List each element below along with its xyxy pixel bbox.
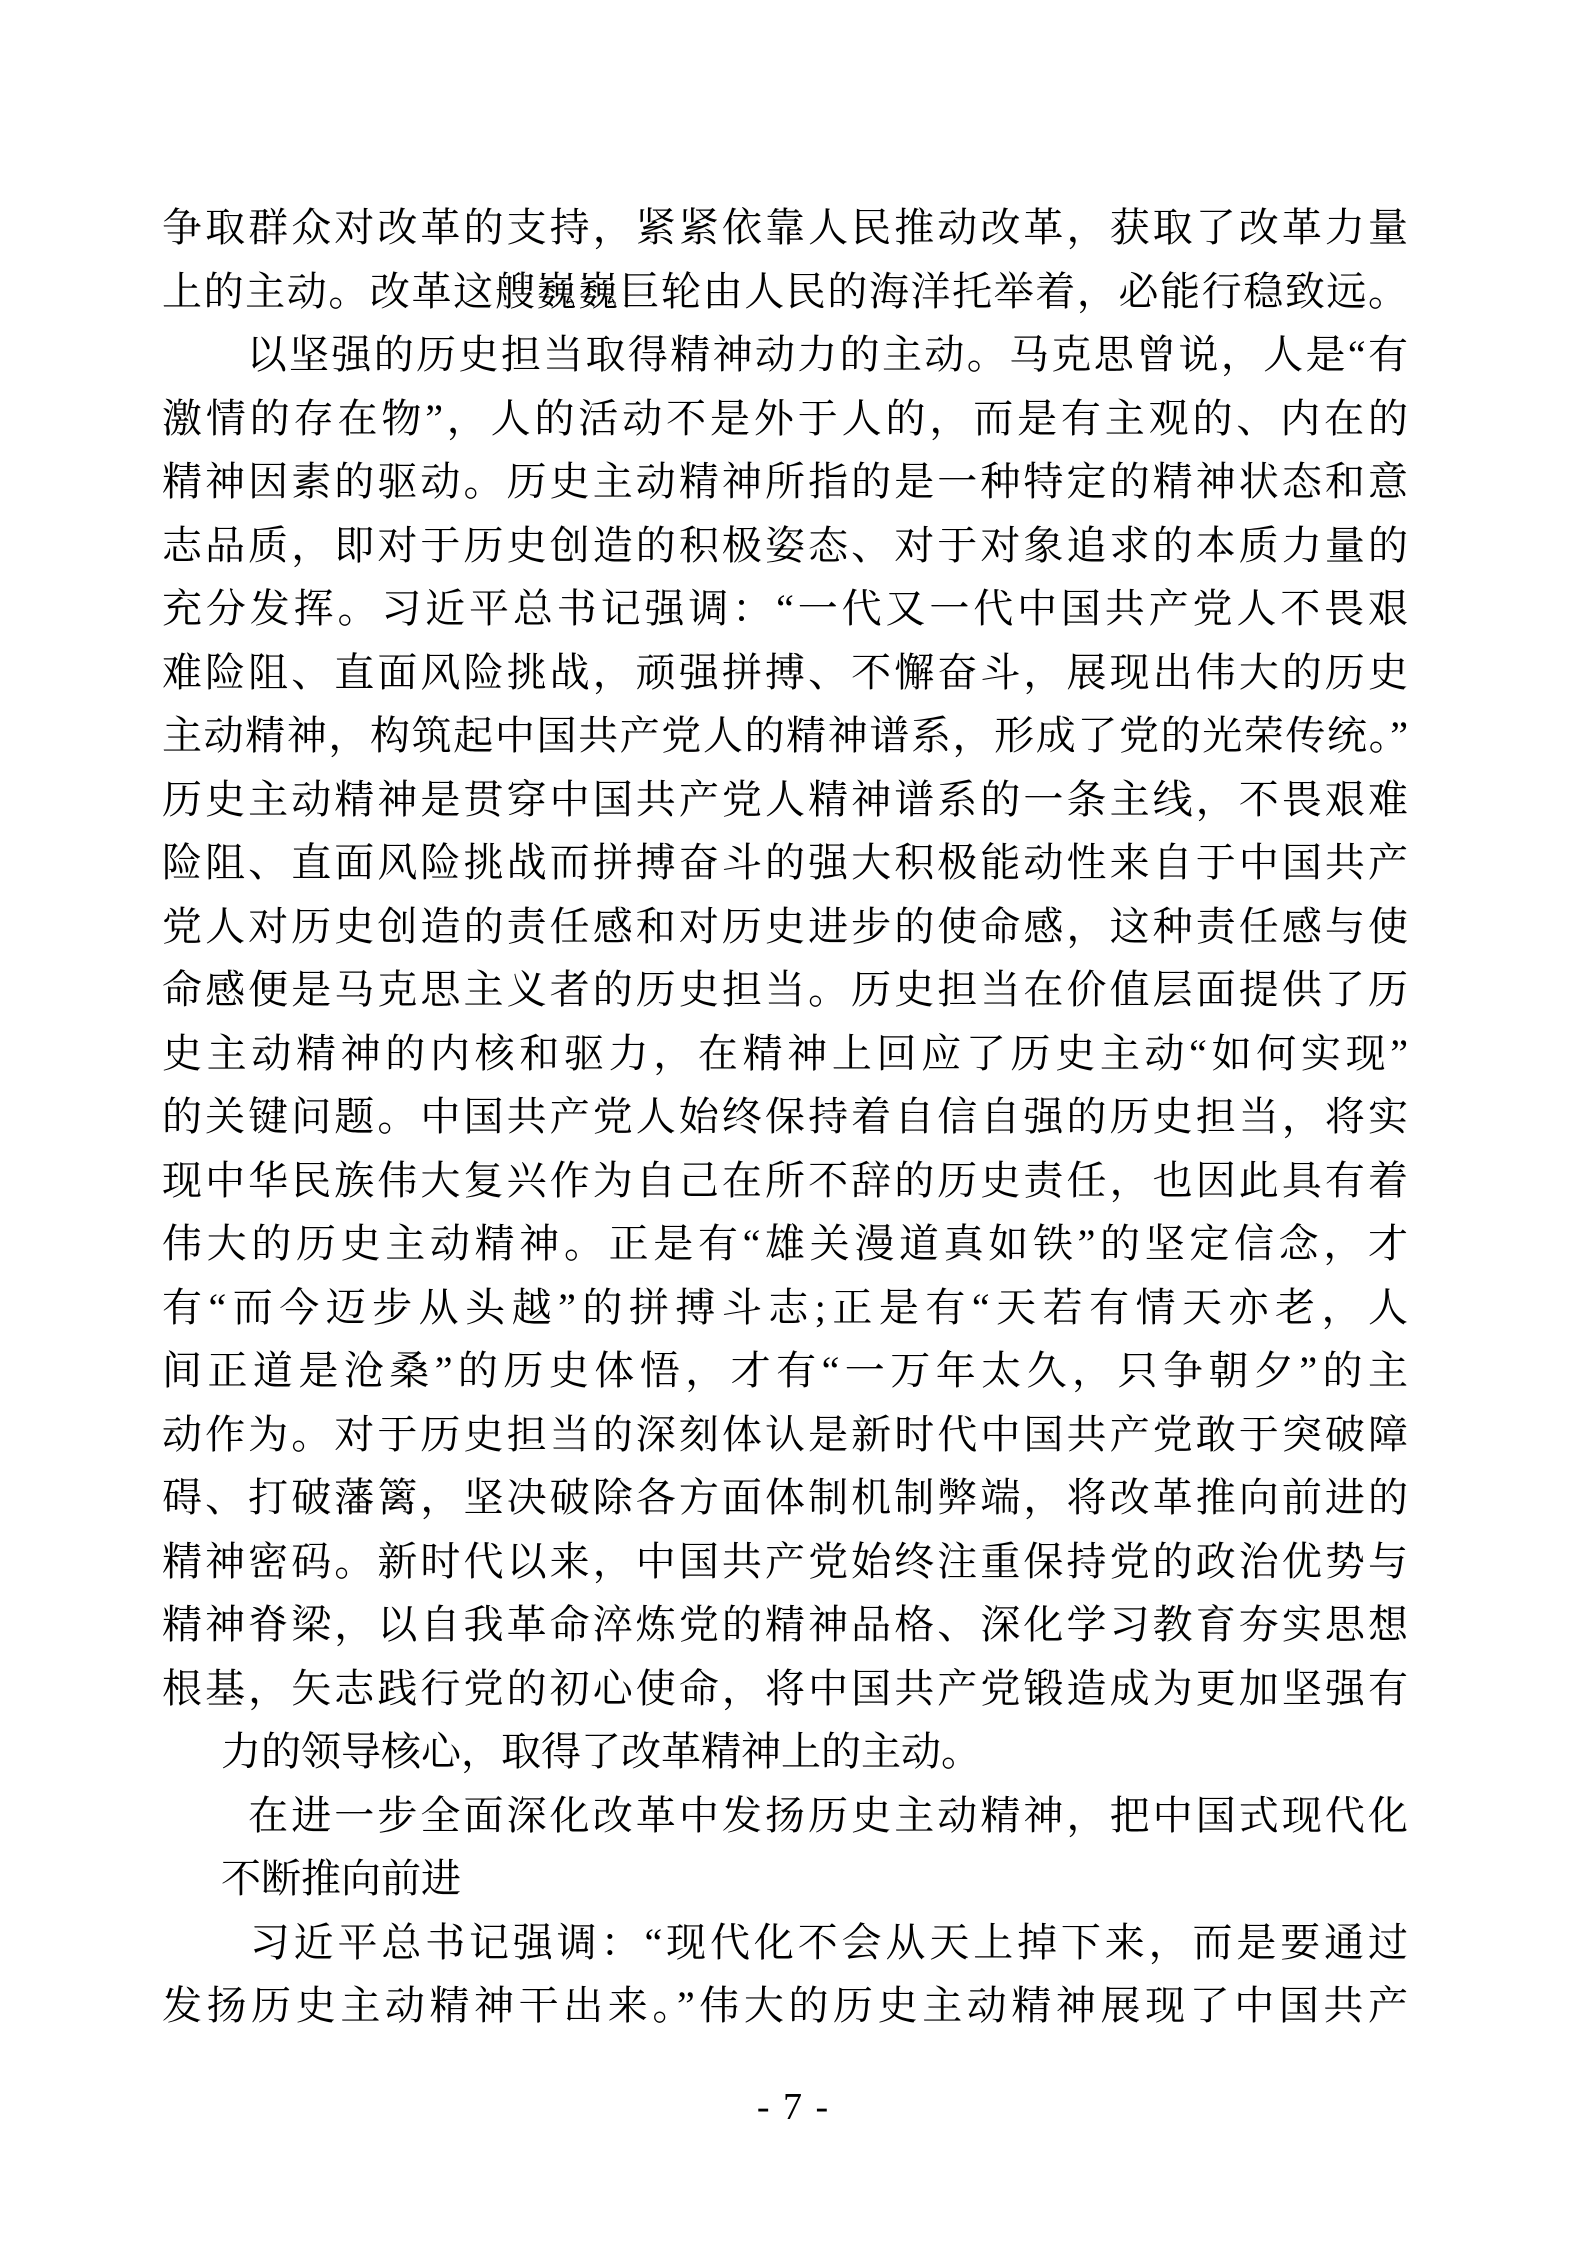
text-line: 伟大的历史主动精神。正是有“雄关漫道真如铁”的坚定信念，才 [162, 1221, 1408, 1266]
text-line: 有“而今迈步从头越”的拼搏斗志;正是有“天若有情天亦老，人 [162, 1284, 1408, 1330]
text-line: 历史主动精神是贯穿中国共产党人精神谱系的一条主线，不畏艰难 [162, 776, 1408, 822]
text-line: 上的主动。改革这艘巍巍巨轮由人民的海洋托举着，必能行稳致远。 [162, 268, 1408, 314]
text-line: 力的领导核心，取得了改革精神上的主动。 [221, 1729, 981, 1774]
text-line: 史主动精神的内核和驱力，在精神上回应了历史主动“如何实现” [162, 1030, 1408, 1076]
text-line: 在进一步全面深化改革中发扬历史主动精神，把中国式现代化 [162, 1792, 1408, 1838]
text-line: 间正道是沧桑”的历史体悟，才有“一万年太久，只争朝夕”的主 [162, 1348, 1408, 1393]
text-line: 发扬历史主动精神干出来。”伟大的历史主动精神展现了中国共产 [162, 1983, 1408, 2028]
text-line: 难险阻、直面风险挑战，顽强拼搏、不懈奋斗，展现出伟大的历史 [162, 649, 1408, 695]
text-line: 精神密码。新时代以来，中国共产党始终注重保持党的政治优势与 [162, 1538, 1408, 1584]
text-line: 险阻、直面风险挑战而拼搏奋斗的强大积极能动性来自于中国共产 [162, 840, 1408, 885]
text-line: 根基，矢志践行党的初心使命，将中国共产党锻造成为更加坚强有 [162, 1665, 1408, 1711]
text-line: 碍、打破藩篱，坚决破除各方面体制机制弊端，将改革推向前进的 [162, 1475, 1408, 1520]
text-line: 动作为。对于历史担当的深刻体认是新时代中国共产党敢于突破障 [162, 1411, 1408, 1457]
text-line: 命感便是马克思主义者的历史担当。历史担当在价值层面提供了历 [162, 967, 1408, 1012]
text-line: 精神脊梁，以自我革命淬炼党的精神品格、深化学习教育夯实思想 [162, 1602, 1408, 1647]
text-line: 以坚强的历史担当取得精神动力的主动。马克思曾说，人是“有 [162, 332, 1408, 377]
text-line: 充分发挥。习近平总书记强调：“一代又一代中国共产党人不畏艰 [162, 586, 1408, 631]
text-line: 精神因素的驱动。历史主动精神所指的是一种特定的精神状态和意 [162, 459, 1408, 504]
text-line: 志品质，即对于历史创造的积极姿态、对于对象追求的本质力量的 [162, 522, 1408, 568]
document-body [162, 196, 1408, 2038]
text-line: 习近平总书记强调：“现代化不会从天上掉下来，而是要通过 [162, 1919, 1408, 1965]
text-line: 争取群众对改革的支持，紧紧依靠人民推动改革，获取了改革力量 [162, 205, 1408, 250]
text-line: 的关键问题。中国共产党人始终保持着自信自强的历史担当，将实 [162, 1094, 1408, 1139]
page-number: - 7 - [756, 2086, 831, 2128]
text-line: 不断推向前进 [221, 1856, 461, 1901]
text-line: 党人对历史创造的责任感和对历史进步的使命感，这种责任感与使 [162, 903, 1408, 949]
text-line: 激情的存在物”，人的活动不是外于人的，而是有主观的、内在的 [162, 395, 1408, 441]
text-line: 现中华民族伟大复兴作为自己在所不辞的历史责任，也因此具有着 [162, 1157, 1408, 1203]
text-line: 主动精神，构筑起中国共产党人的精神谱系，形成了党的光荣传统。” [162, 713, 1408, 758]
